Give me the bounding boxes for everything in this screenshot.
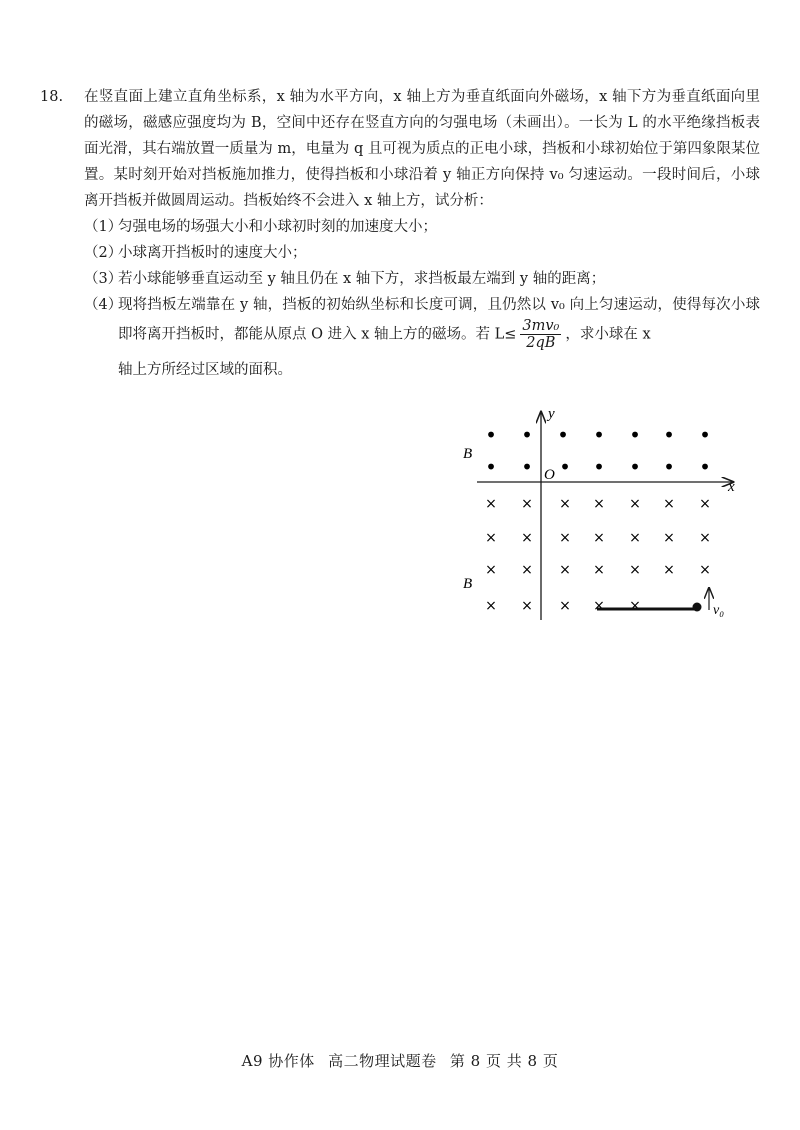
field-cross: × (559, 496, 571, 512)
footer-page: 第 8 页 共 8 页 (449, 1052, 559, 1070)
origin-label: O (544, 467, 555, 483)
question-18 (40, 84, 760, 383)
subquestion-label: （1） (84, 219, 123, 235)
question-stem: 在竖直面上建立直角坐标系，x 轴为水平方向，x 轴上方为垂直纸面向外磁场，x 轴下方为垂直纸面向里的磁场，磁感应强度均为 B，空间中还存在竖直方向的匀强电场（未画出）。一长为 L 的水平绝缘挡板表面光滑，其右端放置一质量为 m，电量为 q 且可视为质点的正电小球，挡板和小球初始位于第四象限某位置。某时刻开始对挡板施加推力，使得挡板和小球沿着 y 轴正方向保持 v₀ 匀速运动。一段时间后，小球离开挡板并做圆周运动。挡板始终不会进入 x 轴上方，试分析： (84, 89, 760, 209)
subquestion-list (84, 214, 760, 383)
fraction-3mv0-over-2qB (520, 318, 561, 351)
field-dot: • (559, 455, 571, 479)
subquestion-text: 匀强电场的场强大小和小球初时刻的加速度大小； (118, 219, 437, 235)
subquestion-text-tail: 轴上方所经过区域的面积。 (118, 362, 292, 378)
field-cross: × (629, 598, 641, 614)
field-dot: • (629, 455, 641, 479)
field-cross: × (485, 496, 497, 512)
field-dot: • (485, 455, 497, 479)
field-cross: × (485, 598, 497, 614)
subquestion-2 (84, 240, 760, 266)
field-cross: × (559, 530, 571, 546)
field-cross: × (559, 562, 571, 578)
subquestion-1 (84, 214, 760, 240)
subquestion-label: （2） (84, 245, 123, 261)
field-out-dots (485, 423, 711, 479)
subquestion-text: 小球离开挡板时的速度大小； (118, 245, 307, 261)
footer-title: 高二物理试题卷 (328, 1052, 437, 1070)
field-in-crosses (485, 496, 711, 614)
field-cross: × (699, 496, 711, 512)
subquestion-4 (84, 292, 760, 383)
field-cross: × (663, 562, 675, 578)
field-cross: × (559, 598, 571, 614)
field-dot: • (557, 423, 569, 447)
fraction-denominator: 2qB (526, 335, 556, 351)
subquestion-text: 现将挡板左端靠在 y 轴，挡板的初始纵坐标和长度可调，且仍然以 v₀ 向上匀速运动，使得每次小球即将离开挡板时，都能从原点 O 进入 x 轴上方的磁场。若 L≤ (118, 297, 760, 343)
field-cross: × (663, 530, 675, 546)
field-cross: × (629, 562, 641, 578)
field-cross: × (663, 496, 675, 512)
field-dot: • (699, 423, 711, 447)
question-number: 18. (40, 89, 64, 105)
field-cross: × (629, 530, 641, 546)
b-label-lower: B (463, 576, 473, 592)
field-cross: × (593, 530, 605, 546)
field-cross: × (485, 562, 497, 578)
field-cross: × (521, 598, 533, 614)
field-dot: • (593, 423, 605, 447)
field-cross: × (699, 530, 711, 546)
subquestion-3 (84, 266, 760, 292)
field-cross: × (699, 562, 711, 578)
field-cross: × (521, 530, 533, 546)
field-dot: • (699, 455, 711, 479)
field-cross: × (629, 496, 641, 512)
page-footer (0, 1050, 800, 1071)
y-axis-label: y (548, 406, 555, 422)
subquestion-text-after: ，求小球在 x (565, 326, 651, 343)
field-dot: • (593, 455, 605, 479)
field-cross: × (485, 530, 497, 546)
field-cross: × (593, 562, 605, 578)
subquestion-label: （4） (84, 297, 123, 313)
field-dot: • (521, 423, 533, 447)
field-diagram (455, 402, 755, 627)
subquestion-label: （3） (84, 271, 123, 287)
footer-org: A9 协作体 (241, 1052, 315, 1070)
velocity-label: v₀ (713, 603, 725, 618)
subquestion-text: 若小球能够垂直运动至 y 轴且仍在 x 轴下方，求挡板最左端到 y 轴的距离； (118, 271, 606, 287)
field-dot: • (629, 423, 641, 447)
b-label-upper: B (463, 446, 473, 462)
field-dot: • (485, 423, 497, 447)
field-dot: • (663, 423, 675, 447)
field-dot: • (521, 455, 533, 479)
field-cross: × (521, 496, 533, 512)
charged-ball (693, 603, 702, 612)
field-cross: × (521, 562, 533, 578)
field-dot: • (663, 455, 675, 479)
field-cross: × (593, 496, 605, 512)
x-axis-label: x (728, 479, 735, 495)
field-cross: × (593, 598, 605, 614)
fraction-numerator: 3mv₀ (522, 318, 560, 334)
